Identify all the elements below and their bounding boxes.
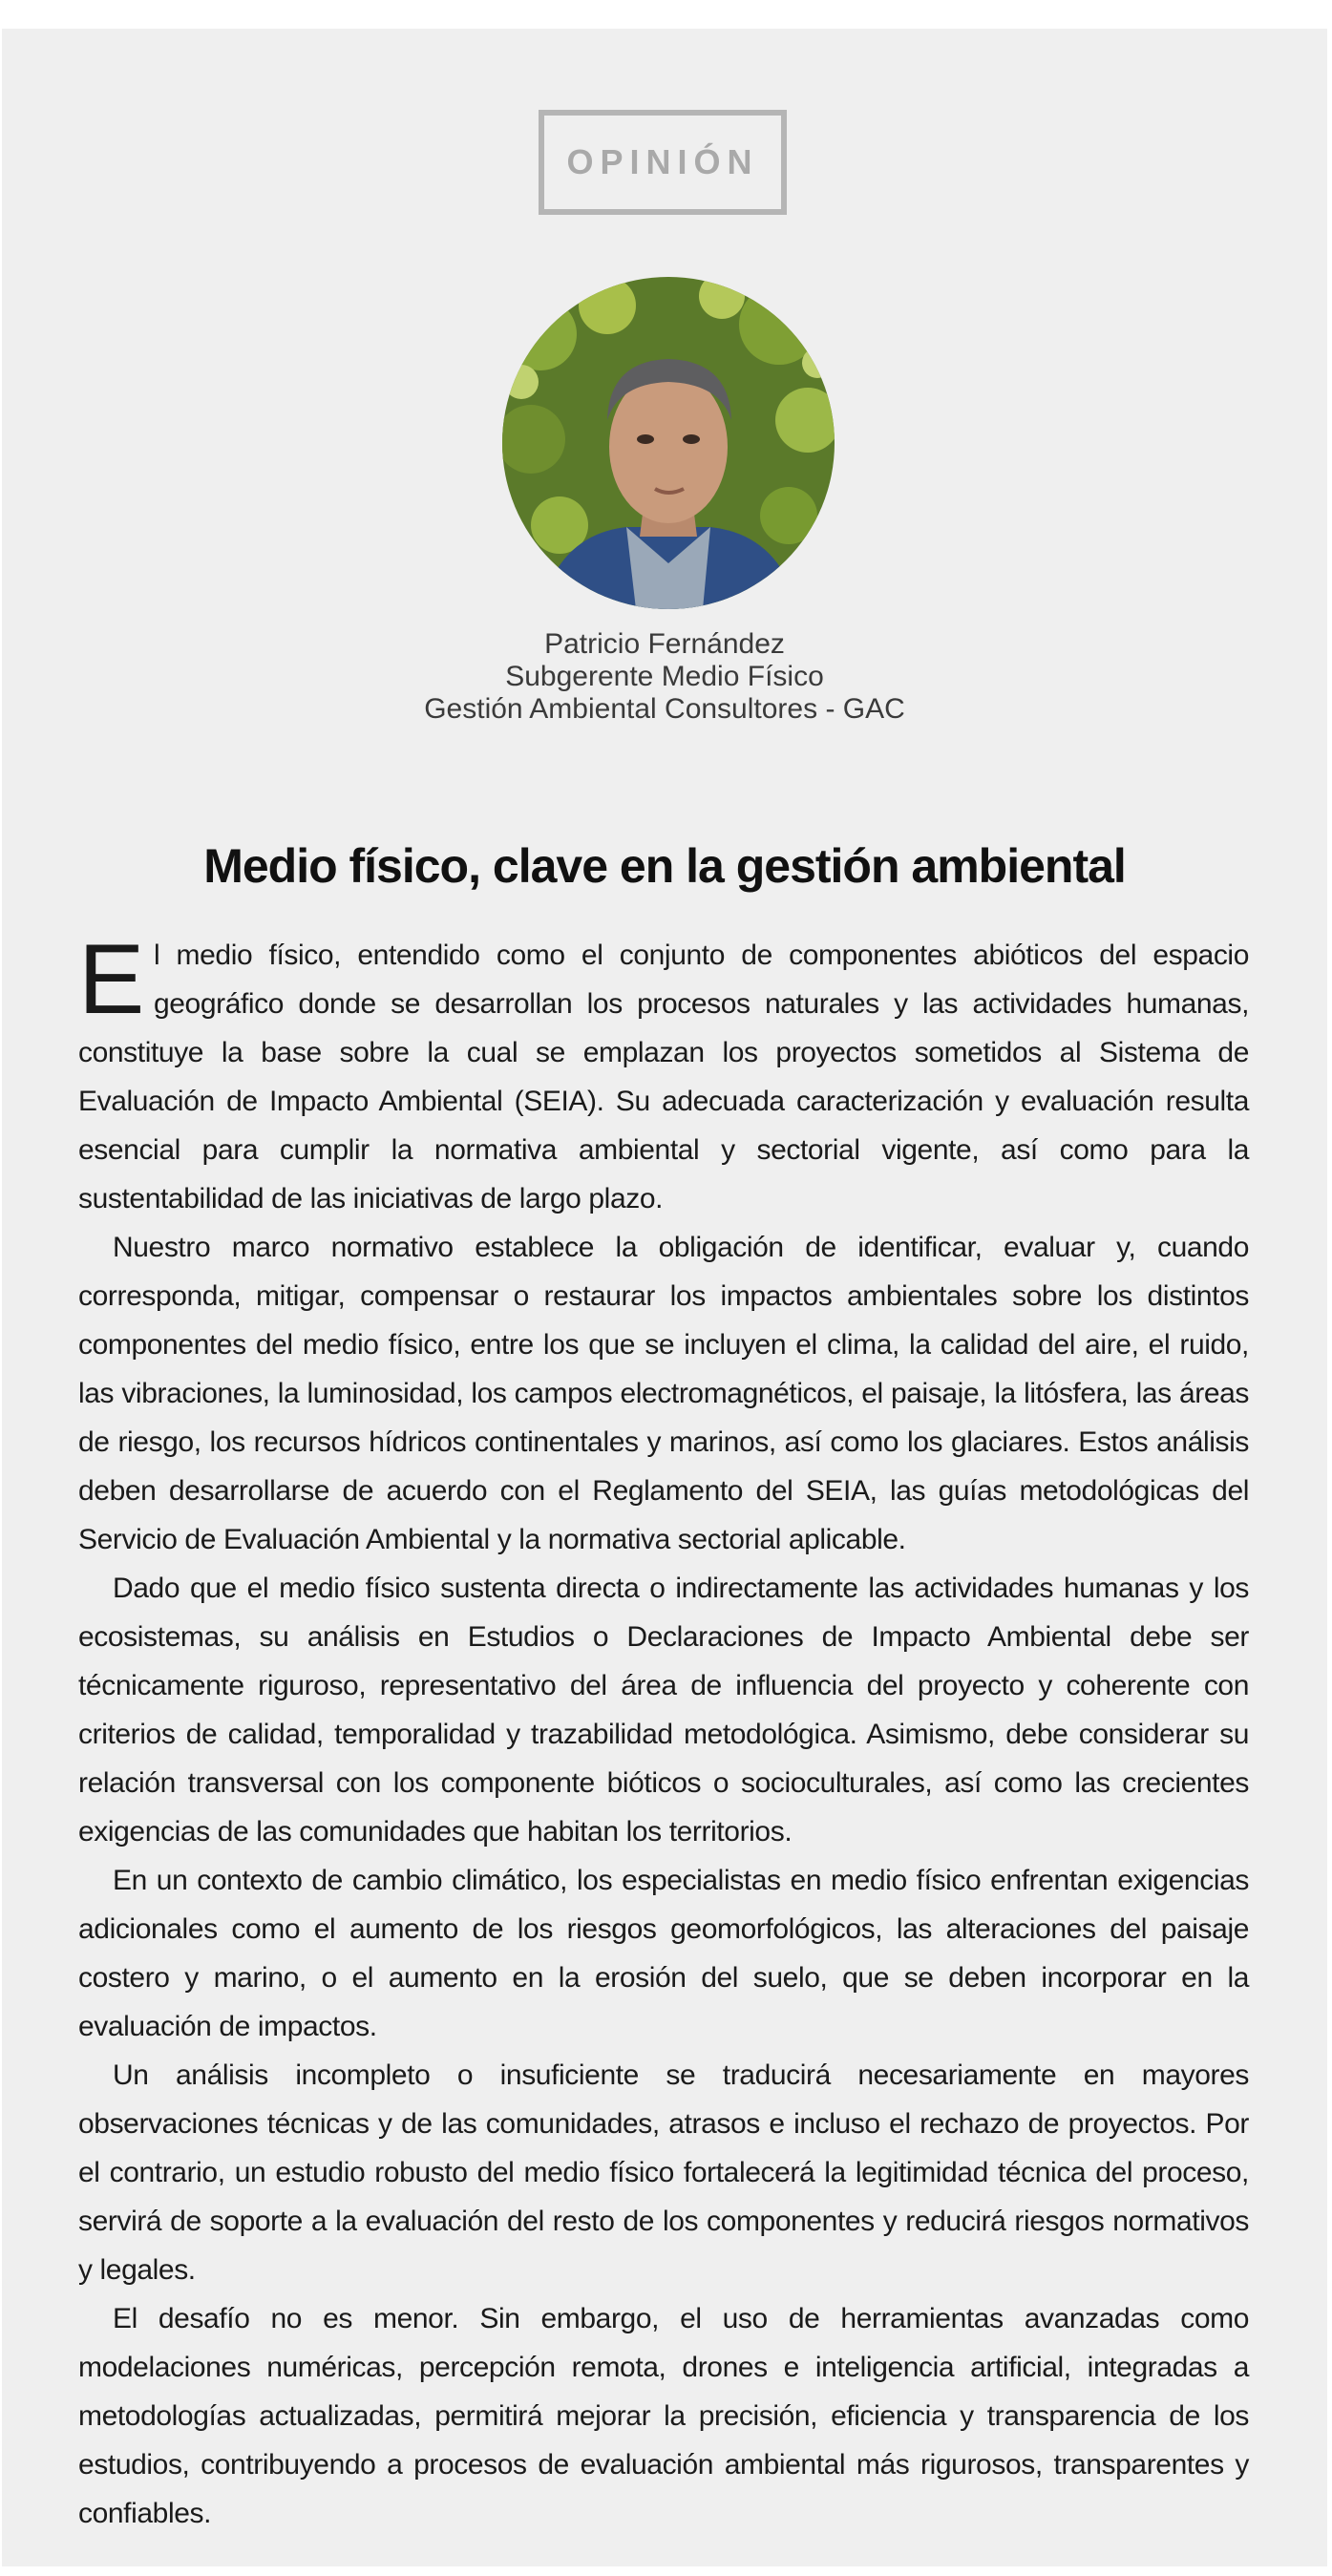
- author-photo: [502, 277, 835, 609]
- article-title: Medio físico, clave en la gestión ambiental: [203, 839, 1126, 893]
- opinion-panel: [2, 29, 1327, 2566]
- author-role: Subgerente Medio Físico: [505, 661, 824, 692]
- author-name: Patricio Fernández: [544, 628, 785, 660]
- article-body: [78, 924, 1249, 2538]
- paragraph-6: El desafío no es menor. Sin embargo, el uso de herramientas avanzadas como modelaciones numéricas, percepción remota, drones e inteligencia artificial, integradas a metodologías actualizadas, permitirá mejorar la precisión, eficiencia y transparencia de los estudios, contribuyendo a procesos de evaluación ambiental más rigurosos, transparentes y confiables.: [78, 2303, 1249, 2529]
- paragraph-4: En un contexto de cambio climático, los especialistas en medio físico enfrentan exigencias adicionales como el aumento de los riesgos geomorfológicos, las alteraciones del paisaje costero y marino, o el aumento en la erosión del suelo, que se deben incorporar en la evaluación de impactos.: [78, 1865, 1249, 2042]
- drop-cap: E: [78, 924, 144, 1035]
- paragraph-3: Dado que el medio físico sustenta directa o indirectamente las actividades humanas y los ecosistemas, su análisis en Estudios o Declaraciones de Impacto Ambiental debe ser técnicamente riguroso, representativo del área de influencia del proyecto y coherente con criterios de calidad, temporalidad y trazabilidad metodológica. Asimismo, debe considerar su relación transversal con los componente bióticos o socioculturales, así como las crecientes exigencias de las comunidades que habitan los territorios.: [78, 1573, 1249, 1848]
- author-avatar: [502, 277, 835, 609]
- paragraph-2: Nuestro marco normativo establece la obligación de identificar, evaluar y, cuando corresponda, mitigar, compensar o restaurar los impactos ambientales sobre los distintos componentes del medio físico, entre los que se incluyen el clima, la calidad del aire, el ruido, las vibraciones, la luminosidad, los campos electromagnéticos, el paisaje, la litósfera, las áreas de riesgo, los recursos hídricos continentales y marinos, así como los glaciares. Estos análisis deben desarrollarse de acuerdo con el Reglamento del SEIA, las guías metodológicas del Servicio de Evaluación Ambiental y la normativa sectorial aplicable.: [78, 1232, 1249, 1555]
- author-byline: [2, 628, 1327, 726]
- paragraph-1-text: l medio físico, entendido como el conjunto de componentes abióticos del espacio geográfico donde se desarrollan los procesos naturales y las actividades humanas, constituye la base sobre la cual se emplazan los proyectos sometidos al Sistema de Evaluación de Impacto Ambiental (SEIA). Su adecuada caracterización y evaluación resulta esencial para cumplir la normativa ambiental y sectorial vigente, así como para la sustentabilidad de las iniciativas de largo plazo.: [78, 940, 1249, 1214]
- section-tag-label: OPINIÓN: [566, 142, 759, 181]
- section-tag: [539, 110, 787, 215]
- paragraph-1: [78, 924, 1249, 1223]
- paragraph-5: Un análisis incompleto o insuficiente se traducirá necesariamente en mayores observaciones técnicas y de las comunidades, atrasos e incluso el rechazo de proyectos. Por el contrario, un estudio robusto del medio físico fortalecerá la legitimidad técnica del proceso, servirá de soporte a la evaluación del resto de los componentes y reducirá riesgos normativos y legales.: [78, 2059, 1249, 2286]
- author-company: Gestión Ambiental Consultores - GAC: [424, 693, 905, 725]
